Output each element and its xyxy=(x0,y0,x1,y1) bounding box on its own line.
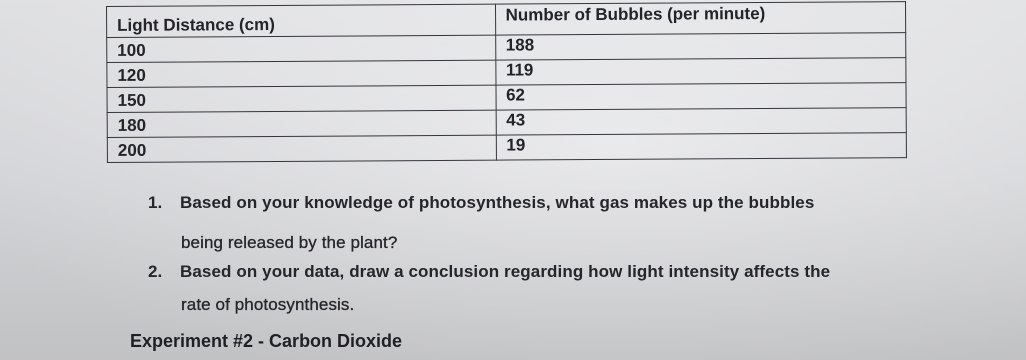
light-distance-data-table xyxy=(106,1,907,163)
question-text: Based on your knowledge of photosynthesis, what gas makes up the bubbles xyxy=(180,193,815,212)
table-row xyxy=(107,133,906,163)
cell-bubbles: 43 xyxy=(496,108,907,136)
question-1 xyxy=(148,193,814,213)
question-number: 2. xyxy=(148,262,163,281)
question-text: Based on your data, draw a conclusion regarding how light intensity affects the xyxy=(180,262,831,281)
cell-light-distance: 100 xyxy=(107,35,496,62)
cell-bubbles: 62 xyxy=(496,83,907,111)
question-2 xyxy=(148,262,830,282)
table-header-row xyxy=(107,2,906,38)
column-header-light-distance: Light Distance (cm) xyxy=(107,4,496,37)
cell-light-distance: 120 xyxy=(107,60,496,87)
cell-bubbles: 19 xyxy=(496,133,907,161)
question-1-continuation: being released by the plant? xyxy=(181,233,398,252)
experiment-heading: Experiment #2 - Carbon Dioxide xyxy=(130,331,403,351)
cell-bubbles: 188 xyxy=(495,33,906,61)
question-number: 1. xyxy=(148,193,163,212)
question-2-continuation: rate of photosynthesis. xyxy=(181,295,355,314)
cell-bubbles: 119 xyxy=(495,58,906,86)
cell-light-distance: 150 xyxy=(107,85,496,112)
column-header-bubbles: Number of Bubbles (per minute) xyxy=(495,2,906,36)
cell-light-distance: 200 xyxy=(107,135,496,162)
cell-light-distance: 180 xyxy=(107,110,496,137)
